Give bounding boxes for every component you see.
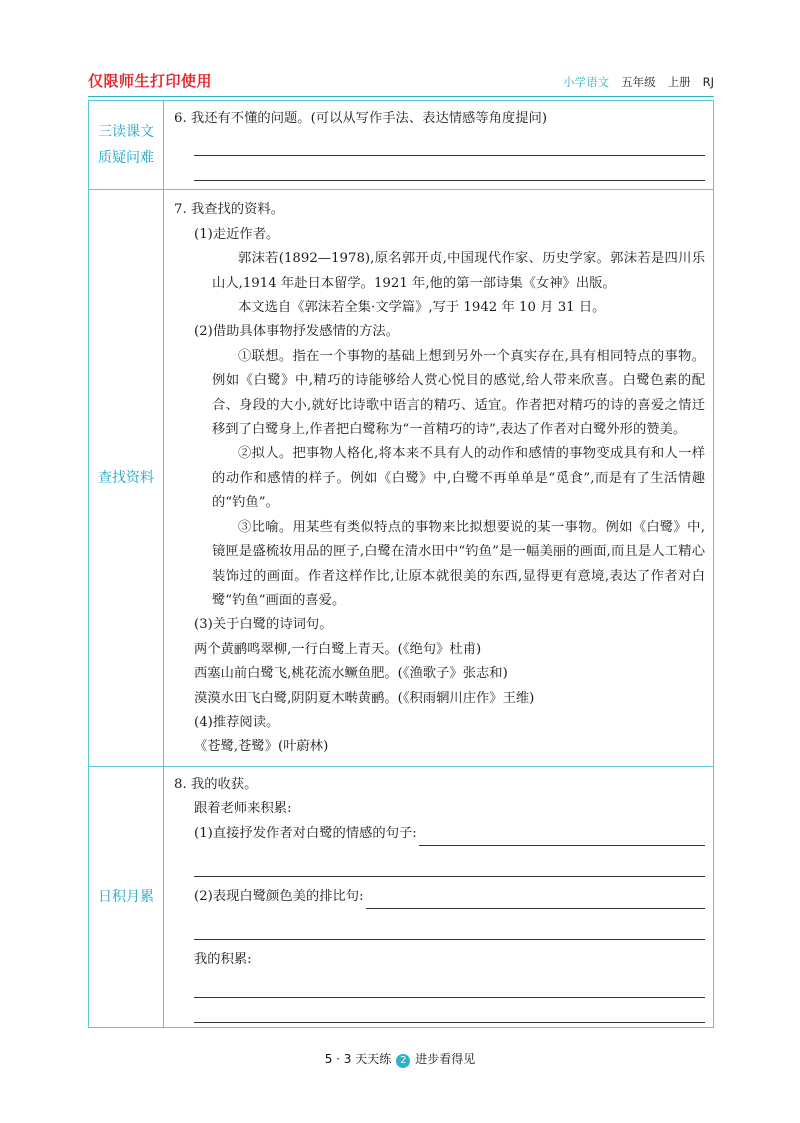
header-divider	[88, 96, 714, 97]
question-8: 8. 我的收获。	[174, 776, 258, 792]
section-accumulate	[89, 766, 714, 1027]
edition-label: RJ	[702, 75, 714, 89]
method-metaphor: ③比喻。用某些有类似特点的事物来比拟想要说的某一事物。例如《白鹭》中,镜匣是盛梳妆用品的匣子,白鹭在清水田中“钓鱼”是一幅美丽的画面,而且是人工精心装饰过的画面。作者这样作比,让原本就很美的东西,显得更有意境,表达了作者对白鹭“钓鱼”画面的喜爱。	[212, 519, 705, 608]
subject-label: 小学语文	[563, 75, 610, 89]
poem-line: 西塞山前白鹭飞,桃花流水鳜鱼肥。(《渔歌子》张志和)	[194, 666, 508, 682]
print-notice: 仅限师生打印使用	[88, 72, 213, 90]
recommended-book: 《苍鹭,苍鹭》(叶蔚林)	[194, 739, 329, 755]
section-label-research	[89, 190, 164, 766]
label-line: 质疑问难	[98, 150, 154, 167]
subheading-reading: (4)推荐阅读。	[194, 714, 280, 730]
label-line: 查找资料	[98, 470, 154, 487]
method-personification: ②拟人。把事物人格化,将本来不具有人的动作和感情的事物变成具有和人一样的动作和感情的样子。例如《白鹭》中,白鹭不再单单是“觅食”,而是有了生活情趣的“钓鱼”。	[212, 446, 705, 511]
answer-blank[interactable]	[419, 825, 705, 846]
page-footer	[0, 1050, 800, 1068]
method-association: ①联想。指在一个事物的基础上想到另外一个真实存在,具有相同特点的事物。例如《白鹭》中,精巧的诗能够给人赏心悦目的感觉,给人带来欣喜。白鹭色素的配合、身段的大小,就好比诗歌中语言的精巧、适宜。作者把对精巧的诗的喜爱之情迁移到了白鹭身上,作者把白鹭称为“一首精巧的诗”,表达了作者对白鹭外形的赞美。	[212, 348, 705, 438]
fill-item-2	[174, 885, 705, 909]
label-line: 日积月累	[98, 888, 154, 905]
subheading-poems: (3)关于白鹭的诗词句。	[194, 617, 333, 633]
volume-label: 上册	[667, 75, 691, 89]
my-accumulation: 我的积累:	[194, 952, 252, 968]
section-content-research	[164, 190, 714, 766]
section-research	[89, 190, 714, 766]
footer-slogan: 进步看得见	[415, 1052, 476, 1066]
subheading-methods: (2)借助具体事物抒发感情的方法。	[194, 324, 399, 340]
worksheet-table	[88, 100, 714, 1028]
answer-line[interactable]	[194, 973, 705, 998]
question-7: 7. 我查找的资料。	[174, 202, 284, 218]
section-questions	[89, 101, 714, 190]
label-line: 三读课文	[98, 124, 154, 141]
answer-line[interactable]	[194, 156, 705, 181]
book-info	[563, 74, 714, 90]
section-label-questions	[89, 101, 164, 190]
grade-label: 五年级	[621, 75, 656, 89]
footer-badge: 2	[396, 1054, 410, 1068]
answer-blank[interactable]	[366, 888, 705, 909]
author-bio: 郭沫若(1892—1978),原名郭开贞,中国现代作家、历史学家。郭沫若是四川乐山人,1914 年赴日本留学。1921 年,他的第一部诗集《女神》出版。	[212, 251, 705, 291]
source-note: 本文选自《郭沫若全集·文学篇》,写于 1942 年 10 月 31 日。	[238, 300, 606, 316]
fill-item-2-label: (2)表现白鹭颜色美的排比句:	[194, 888, 364, 904]
answer-line[interactable]	[194, 915, 705, 940]
question-6: 6. 我还有不懂的问题。(可以从写作手法、表达情感等角度提问)	[174, 111, 548, 126]
answer-line[interactable]	[194, 998, 705, 1023]
fill-item-1-label: (1)直接抒发作者对白鹭的情感的句子:	[194, 825, 417, 841]
poem-line: 漠漠水田飞白鹭,阴阴夏木啭黄鹂。(《积雨辋川庄作》王维)	[194, 690, 535, 706]
answer-line[interactable]	[194, 852, 705, 877]
subheading-author: (1)走近作者。	[194, 226, 280, 242]
answer-line[interactable]	[194, 131, 705, 156]
fill-item-1	[174, 822, 705, 846]
section-content-accumulate	[164, 766, 714, 1027]
section-label-accumulate	[89, 766, 164, 1027]
section-content-questions	[164, 101, 714, 190]
footer-brand: 5 · 3 天天练	[324, 1052, 392, 1066]
poem-line: 两个黄鹂鸣翠柳,一行白鹭上青天。(《绝句》杜甫)	[194, 641, 482, 657]
follow-teacher: 跟着老师来积累:	[194, 801, 292, 817]
